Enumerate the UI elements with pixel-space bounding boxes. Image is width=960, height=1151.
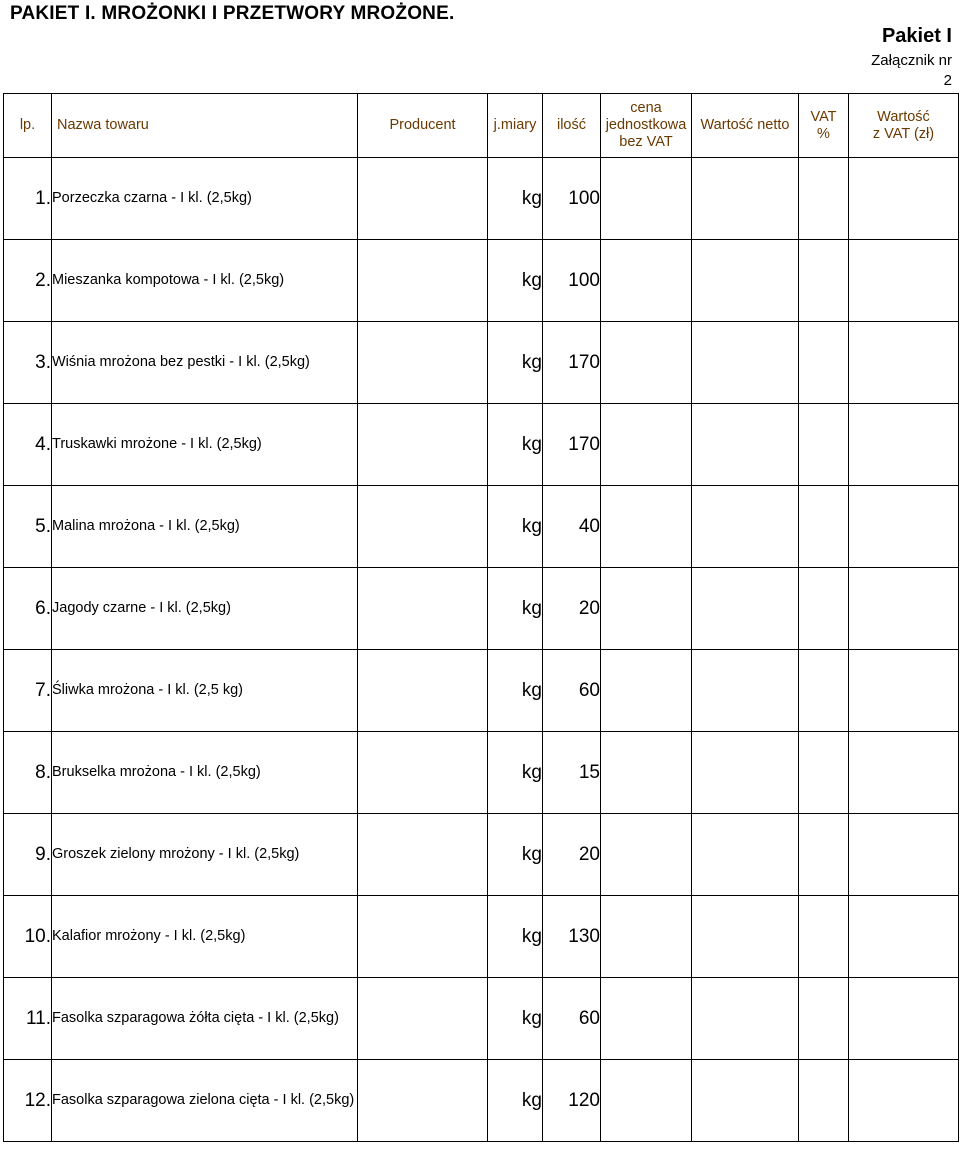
- gross-value-cell: [849, 650, 959, 732]
- unit-cell: kg: [488, 896, 543, 978]
- vat-rate-cell: [799, 1060, 849, 1142]
- vat-rate-cell: [799, 814, 849, 896]
- product-name-cell: Mieszanka kompotowa - I kl. (2,5kg): [52, 240, 358, 322]
- producer-cell: [358, 404, 488, 486]
- gross-value-cell: [849, 404, 959, 486]
- unit-cell: kg: [488, 978, 543, 1060]
- table-row: [4, 732, 959, 814]
- vat-rate-cell: [799, 404, 849, 486]
- header-gross-line1: Wartość: [877, 108, 930, 125]
- row-number: 10.: [4, 896, 52, 978]
- vat-rate-cell: [799, 158, 849, 240]
- gross-value-cell: [849, 240, 959, 322]
- producer-cell: [358, 486, 488, 568]
- unit-price-cell: [601, 240, 692, 322]
- vat-rate-cell: [799, 978, 849, 1060]
- row-number: 1.: [4, 158, 52, 240]
- producer-cell: [358, 732, 488, 814]
- document-title: PAKIET I. MROŻONKI I PRZETWORY MROŻONE.: [10, 3, 455, 24]
- product-name-cell: Malina mrożona - I kl. (2,5kg): [52, 486, 358, 568]
- producer-cell: [358, 814, 488, 896]
- header-producer: Producent: [358, 94, 488, 158]
- producer-cell: [358, 322, 488, 404]
- unit-cell: kg: [488, 486, 543, 568]
- unit-price-cell: [601, 158, 692, 240]
- net-value-cell: [692, 404, 799, 486]
- vat-rate-cell: [799, 568, 849, 650]
- unit-cell: kg: [488, 814, 543, 896]
- unit-price-cell: [601, 1060, 692, 1142]
- product-name-cell: Wiśnia mrożona bez pestki - I kl. (2,5kg): [52, 322, 358, 404]
- producer-cell: [358, 240, 488, 322]
- net-value-cell: [692, 896, 799, 978]
- table-row: [4, 404, 959, 486]
- quantity-cell: 130: [543, 896, 601, 978]
- product-name-cell: Jagody czarne - I kl. (2,5kg): [52, 568, 358, 650]
- row-number: 2.: [4, 240, 52, 322]
- net-value-cell: [692, 568, 799, 650]
- header-unit-price: [601, 94, 692, 158]
- unit-price-cell: [601, 486, 692, 568]
- quantity-cell: 100: [543, 158, 601, 240]
- unit-cell: kg: [488, 568, 543, 650]
- header-vat-line1: VAT: [810, 108, 837, 125]
- attachment-label: Załącznik nr: [871, 52, 952, 69]
- row-number: 9.: [4, 814, 52, 896]
- quantity-cell: 170: [543, 404, 601, 486]
- table-row: [4, 650, 959, 732]
- unit-price-cell: [601, 568, 692, 650]
- row-number: 5.: [4, 486, 52, 568]
- header-lp: lp.: [4, 94, 52, 158]
- net-value-cell: [692, 814, 799, 896]
- gross-value-cell: [849, 158, 959, 240]
- table-row: [4, 1060, 959, 1142]
- net-value-cell: [692, 732, 799, 814]
- quantity-cell: 100: [543, 240, 601, 322]
- unit-price-cell: [601, 896, 692, 978]
- vat-rate-cell: [799, 650, 849, 732]
- header-quantity: ilość: [543, 94, 601, 158]
- attachment-number: 2: [943, 72, 952, 89]
- net-value-cell: [692, 486, 799, 568]
- producer-cell: [358, 1060, 488, 1142]
- products-table: [3, 93, 959, 1142]
- row-number: 3.: [4, 322, 52, 404]
- table-row: [4, 896, 959, 978]
- table-row: [4, 978, 959, 1060]
- product-name-cell: Kalafior mrożony - I kl. (2,5kg): [52, 896, 358, 978]
- row-number: 8.: [4, 732, 52, 814]
- product-name-cell: Śliwka mrożona - I kl. (2,5 kg): [52, 650, 358, 732]
- quantity-cell: 60: [543, 650, 601, 732]
- unit-price-cell: [601, 732, 692, 814]
- table-row: [4, 158, 959, 240]
- unit-cell: kg: [488, 240, 543, 322]
- quantity-cell: 170: [543, 322, 601, 404]
- producer-cell: [358, 896, 488, 978]
- producer-cell: [358, 650, 488, 732]
- header-unit: j.miary: [488, 94, 543, 158]
- header-unit-price-line1: cena: [630, 100, 662, 116]
- header-unit-price-line2: jednostkowa: [605, 117, 687, 133]
- product-name-cell: Porzeczka czarna - I kl. (2,5kg): [52, 158, 358, 240]
- vat-rate-cell: [799, 486, 849, 568]
- product-name-cell: Fasolka szparagowa żółta cięta - I kl. (2,5kg): [52, 978, 358, 1060]
- net-value-cell: [692, 240, 799, 322]
- header-gross-value: [849, 94, 959, 158]
- quantity-cell: 20: [543, 814, 601, 896]
- unit-cell: kg: [488, 732, 543, 814]
- product-name-cell: Truskawki mrożone - I kl. (2,5kg): [52, 404, 358, 486]
- unit-price-cell: [601, 650, 692, 732]
- producer-cell: [358, 568, 488, 650]
- gross-value-cell: [849, 896, 959, 978]
- product-name-cell: Groszek zielony mrożony - I kl. (2,5kg): [52, 814, 358, 896]
- unit-cell: kg: [488, 650, 543, 732]
- net-value-cell: [692, 158, 799, 240]
- quantity-cell: 60: [543, 978, 601, 1060]
- row-number: 4.: [4, 404, 52, 486]
- table-row: [4, 240, 959, 322]
- unit-cell: kg: [488, 1060, 543, 1142]
- vat-rate-cell: [799, 322, 849, 404]
- unit-price-cell: [601, 814, 692, 896]
- quantity-cell: 20: [543, 568, 601, 650]
- header-net-value: Wartość netto: [692, 94, 799, 158]
- unit-cell: kg: [488, 158, 543, 240]
- quantity-cell: 40: [543, 486, 601, 568]
- gross-value-cell: [849, 732, 959, 814]
- net-value-cell: [692, 322, 799, 404]
- gross-value-cell: [849, 1060, 959, 1142]
- vat-rate-cell: [799, 896, 849, 978]
- table-header-row: [4, 94, 959, 158]
- header-gross-line2: z VAT (zł): [872, 125, 935, 142]
- gross-value-cell: [849, 978, 959, 1060]
- vat-rate-cell: [799, 240, 849, 322]
- vat-rate-cell: [799, 732, 849, 814]
- pakiet-label: Pakiet I: [881, 25, 952, 47]
- unit-price-cell: [601, 404, 692, 486]
- gross-value-cell: [849, 486, 959, 568]
- net-value-cell: [692, 978, 799, 1060]
- quantity-cell: 15: [543, 732, 601, 814]
- header-vat-line2: %: [817, 125, 830, 142]
- table-row: [4, 322, 959, 404]
- unit-price-cell: [601, 322, 692, 404]
- unit-cell: kg: [488, 322, 543, 404]
- quantity-cell: 120: [543, 1060, 601, 1142]
- gross-value-cell: [849, 322, 959, 404]
- producer-cell: [358, 158, 488, 240]
- table-row: [4, 568, 959, 650]
- net-value-cell: [692, 650, 799, 732]
- row-number: 11.: [4, 978, 52, 1060]
- product-name-cell: Brukselka mrożona - I kl. (2,5kg): [52, 732, 358, 814]
- row-number: 12.: [4, 1060, 52, 1142]
- header-unit-price-line3: bez VAT: [619, 134, 673, 150]
- table-row: [4, 486, 959, 568]
- gross-value-cell: [849, 568, 959, 650]
- row-number: 7.: [4, 650, 52, 732]
- header-product-name: Nazwa towaru: [52, 94, 358, 158]
- product-name-cell: Fasolka szparagowa zielona cięta - I kl. (2,5kg): [52, 1060, 358, 1142]
- row-number: 6.: [4, 568, 52, 650]
- net-value-cell: [692, 1060, 799, 1142]
- table-row: [4, 814, 959, 896]
- producer-cell: [358, 978, 488, 1060]
- gross-value-cell: [849, 814, 959, 896]
- header-vat-rate: [799, 94, 849, 158]
- unit-cell: kg: [488, 404, 543, 486]
- unit-price-cell: [601, 978, 692, 1060]
